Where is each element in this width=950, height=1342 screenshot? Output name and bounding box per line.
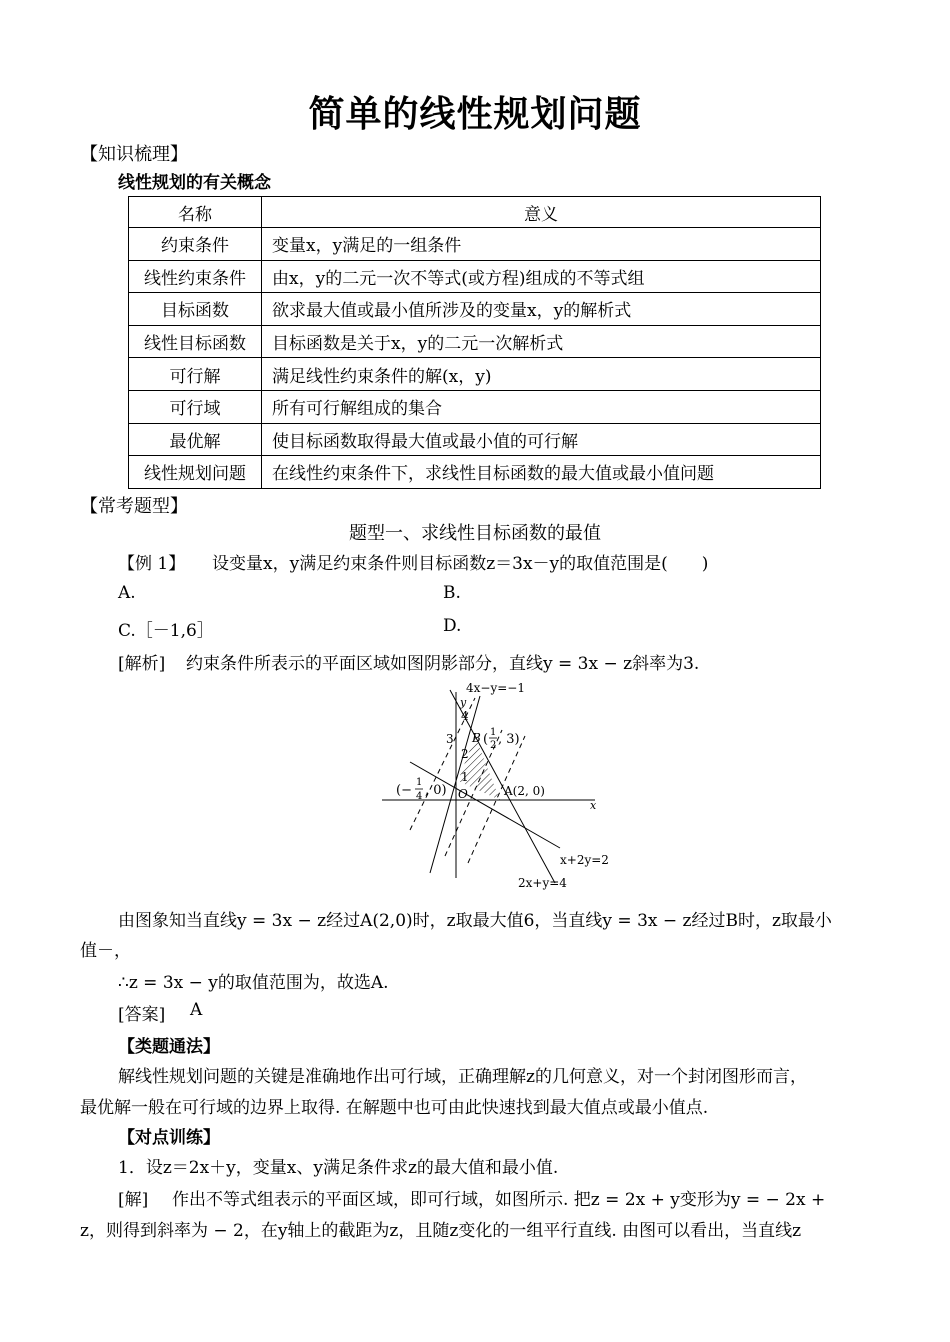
label-tick-4: 4 (461, 709, 469, 723)
table-cell-meaning: 在线性约束条件下，求线性目标函数的最大值或最小值问题 (262, 456, 821, 489)
solution-line2: z，则得到斜率为 − 2，在y轴上的截距为z，且随z变化的一组平行直线. 由图可以看出，当直线z (80, 1221, 802, 1241)
table-cell-meaning: 所有可行解组成的集合 (262, 390, 821, 423)
table-cell-name: 线性目标函数 (129, 325, 262, 358)
concept-heading: 线性规划的有关概念 (118, 173, 271, 193)
analysis-tag: [解析] (118, 654, 166, 674)
label-line-top: 4x−y=−1 (466, 681, 525, 695)
section-common-heading: 【常考题型】 (80, 496, 188, 517)
label-point-b-open: ( (483, 732, 489, 747)
method-heading: 【类题通法】 (118, 1037, 220, 1057)
label-left-frac-den: 4 (416, 791, 423, 802)
example1-tag: 【例 1】 (118, 554, 186, 574)
option-c: C.［－1,6］ (118, 621, 214, 641)
table-row (129, 293, 821, 326)
table-cell-meaning: 由x，y的二元一次不等式(或方程)组成的不等式组 (262, 260, 821, 293)
table-row (129, 325, 821, 358)
table-row (129, 228, 821, 261)
method-line1: 解线性规划问题的关键是准确地作出可行域，正确理解z的几何意义，对一个封闭图形而言， (118, 1067, 807, 1087)
table-header-row (129, 197, 821, 228)
training-question-1: 1．设z＝2x＋y，变量x、y满足条件求z的最大值和最小值. (118, 1158, 559, 1178)
label-left-close: , 0) (425, 783, 447, 798)
label-line-bottom: 2x+y=4 (518, 876, 567, 890)
answer-tag: [答案] (118, 1005, 166, 1025)
table-cell-meaning: 使目标函数取得最大值或最小值的可行解 (262, 423, 821, 456)
training-heading: 【对点训练】 (118, 1128, 220, 1148)
after-figure-line1: 由图象知当直线y = 3x − z经过A(2,0)时，z取最大值6，当直线y = 3x − z经过B时，z取最小 (118, 911, 832, 931)
label-tick-3: 3 (446, 732, 454, 746)
table-cell-meaning: 目标函数是关于x，y的二元一次解析式 (262, 325, 821, 358)
option-d: D. (443, 616, 462, 636)
solution-line1: 作出不等式组表示的平面区域，即可行域，如图所示. 把z = 2x + y变形为y = − 2x + (172, 1190, 826, 1210)
table-cell-name: 最优解 (129, 423, 262, 456)
table-header-name: 名称 (129, 197, 262, 228)
table-cell-meaning: 变量x，y满足的一组条件 (262, 228, 821, 261)
label-tick-1: 1 (461, 770, 469, 784)
option-b: B. (443, 583, 461, 603)
table-cell-name: 目标函数 (129, 293, 262, 326)
label-y-axis: y (460, 696, 467, 709)
label-line-mid: x+2y=2 (560, 853, 609, 867)
table-cell-meaning: 满足线性约束条件的解(x，y) (262, 358, 821, 391)
table-cell-name: 约束条件 (129, 228, 262, 261)
method-line2: 最优解一般在可行域的边界上取得. 在解题中也可由此快速找到最大值点或最小值点. (80, 1098, 709, 1118)
option-a: A. (118, 583, 136, 603)
table-row (129, 456, 821, 489)
feasible-region-figure (380, 678, 620, 893)
label-point-b: B (472, 731, 481, 745)
table-cell-name: 线性约束条件 (129, 260, 262, 293)
after-figure-line2: 值－， (80, 941, 131, 961)
page-title: 简单的线性规划问题 (308, 94, 642, 135)
table-cell-name: 可行解 (129, 358, 262, 391)
label-left-frac-num: 1 (416, 777, 423, 788)
table-row (129, 390, 821, 423)
table-cell-name: 线性规划问题 (129, 456, 262, 489)
label-tick-2: 2 (461, 747, 469, 761)
concepts-table (128, 196, 821, 489)
analysis-text: 约束条件所表示的平面区域如图阴影部分，直线y = 3x − z斜率为3. (186, 654, 700, 674)
table-header-meaning: 意义 (262, 197, 821, 228)
label-point-b-close: , 3) (498, 732, 520, 747)
table-row (129, 358, 821, 391)
label-left-open: (− (396, 783, 412, 798)
label-point-b-frac-den: 2 (490, 740, 497, 751)
table-row (129, 260, 821, 293)
table-row (129, 423, 821, 456)
label-point-a: A(2, 0) (504, 784, 545, 798)
label-point-b-frac-num: 1 (490, 727, 497, 738)
table-cell-name: 可行域 (129, 390, 262, 423)
solution-tag: [解] (118, 1190, 149, 1210)
conclusion: ∴z = 3x − y的取值范围为，故选A. (118, 973, 389, 993)
label-x-axis: x (590, 799, 597, 812)
example1-question: 设变量x，y满足约束条件则目标函数z＝3x－y的取值范围是( ) (212, 554, 709, 574)
section-knowledge-heading: 【知识梳理】 (80, 144, 188, 165)
answer-value: A (190, 1000, 203, 1020)
label-origin: O (458, 787, 468, 801)
type1-heading: 题型一、求线性目标函数的最值 (349, 523, 601, 544)
table-cell-meaning: 欲求最大值或最小值所涉及的变量x，y的解析式 (262, 293, 821, 326)
